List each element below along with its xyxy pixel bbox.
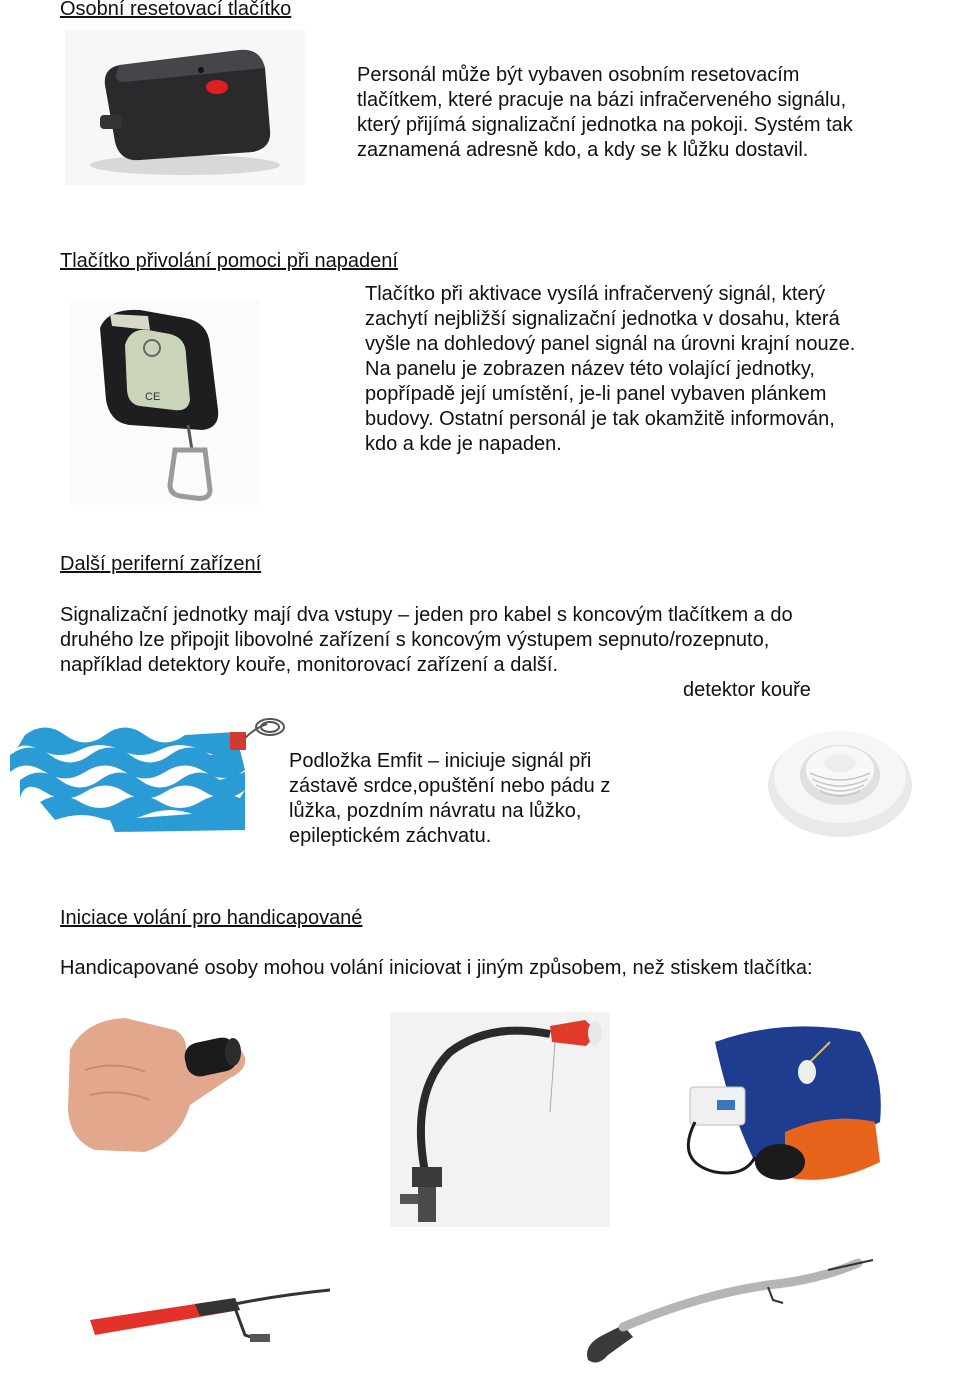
heading-handicapped: Iniciace volání pro handicapované	[60, 907, 363, 929]
peripherals-text: Signalizační jednotky mají dva vstupy – jeden pro kabel s koncovým tlačítkem a do druhého lze připojit libovolné zařízení s koncovým výstupem sepnuto/rozepnuto, například detektory kouře, monitorovací zařízení a další.	[60, 604, 793, 676]
handicapped-text: Handicapované osoby mohou volání iniciovat i jiným způsobem, než stiskem tlačítka:	[60, 957, 813, 979]
gooseneck-switch-image	[390, 1012, 610, 1227]
heading-personal-reset: Osobní resetovací tlačítko	[60, 0, 292, 20]
heading-assault-alarm: Tlačítko přivolání pomoci při napadení	[60, 250, 398, 272]
emfit-pad-image	[5, 710, 290, 835]
emfit-text: Podložka Emfit – iniciuje signál při zástavě srdce,opuštění nebo pádu z lůžka, pozdním návratu na lůžko, epileptickém záchvatu.	[289, 750, 611, 847]
smoke-detector-label: detektor kouře	[683, 679, 811, 701]
smoke-detector-image	[758, 715, 923, 845]
suction-tube-sensor-image	[578, 1255, 878, 1373]
svg-text:CE: CE	[145, 391, 161, 403]
assault-alarm-device-image	[70, 300, 260, 505]
personal-reset-button-image	[65, 30, 305, 185]
red-strap-sensor-image	[85, 1280, 335, 1360]
personal-reset-text: Personál může být vybaven osobním resetovacím tlačítkem, které pracuje na bázi infračerveného signálu, který přijímá signalizační jednotka na pokoji. Systém tak zaznamená adresně kdo, a kdy se k lůžku dostavil.	[357, 64, 853, 161]
assault-alarm-text: Tlačítko při aktivace vysílá infračervený signál, který zachytí nejbližší signalizační jednotka v dosahu, která vyšle na dohledový panel signál na úrovni krajní nouze. Na panelu je zobrazen název této volající jednotky, popřípadě její umístění, je-li panel vybaven plánkem budovy. Ostatní personál je tak okamžitě informován, kdo a kde je napaden.	[365, 283, 856, 455]
finger-button-image	[65, 1010, 255, 1160]
pneumatic-cushion-image	[655, 1012, 895, 1192]
heading-peripherals: Další periferní zařízení	[60, 553, 262, 575]
